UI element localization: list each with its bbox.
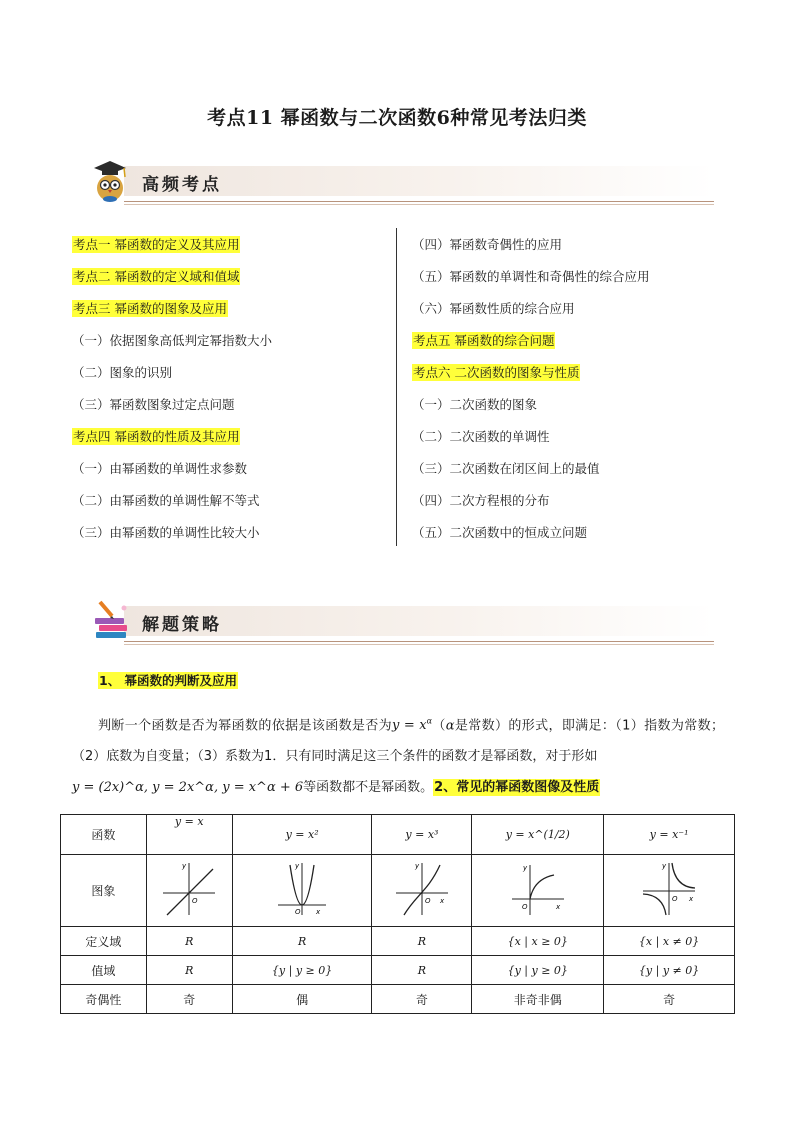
svg-text:y: y	[182, 862, 187, 870]
svg-text:x: x	[316, 908, 321, 916]
table-row	[61, 815, 735, 855]
toc-item	[412, 520, 650, 552]
toc-item-text: （二）由幂函数的单调性解不等式	[72, 493, 260, 508]
paragraph-power-function	[72, 706, 724, 803]
domain-cell: {x | x ≥ 0}	[472, 927, 604, 956]
parity-cell: 偶	[232, 985, 372, 1014]
svg-text:x: x	[689, 895, 694, 903]
svg-text:x: x	[439, 897, 445, 905]
alpha-symbol: α	[445, 718, 455, 734]
banner-label: 高频考点	[142, 175, 222, 195]
toc-item-text: （五）二次函数中的恒成立问题	[412, 525, 588, 540]
toc-item	[72, 456, 272, 488]
toc-item	[412, 360, 650, 392]
toc-item-text: 考点二 幂函数的定义域和值域	[73, 269, 240, 284]
toc-item	[72, 232, 272, 264]
toc-item	[72, 424, 272, 456]
toc-left-column	[72, 232, 272, 552]
section-banner-strategy	[90, 598, 714, 648]
graph-cubic	[392, 859, 452, 919]
table-row	[61, 855, 735, 927]
toc-item	[72, 328, 272, 360]
svg-text:O: O	[192, 897, 198, 905]
toc-item-text: （一）二次函数的图象	[412, 397, 538, 412]
toc-item-text: （四）二次方程根的分布	[412, 493, 550, 508]
svg-text:O: O	[672, 895, 678, 903]
power-function-table	[60, 814, 735, 1014]
toc-item-text: 考点五 幂函数的综合问题	[413, 333, 555, 348]
toc-item-text: （三）二次函数在闭区间上的最值	[412, 461, 600, 476]
graph-reciprocal	[639, 859, 699, 919]
parity-cell: 奇	[372, 985, 472, 1014]
range-cell: R	[372, 956, 472, 985]
graph-cell	[372, 855, 472, 927]
parity-cell: 奇	[604, 985, 735, 1014]
toc-item-text: （三）幂函数图象过定点问题	[72, 397, 235, 412]
parity-cell: 奇	[146, 985, 232, 1014]
toc-item-text: （一）由幂函数的单调性求参数	[72, 461, 248, 476]
svg-text:x: x	[555, 903, 560, 911]
function-cell: y = x²	[232, 815, 372, 855]
table-row	[61, 927, 735, 956]
function-cell: y = x⁻¹	[604, 815, 735, 855]
svg-text:y: y	[414, 862, 420, 870]
domain-cell: R	[372, 927, 472, 956]
para-text-1: 判断一个函数是否为幂函数的依据是该函数是否为	[98, 718, 393, 734]
function-cell: y = x^(1/2)	[472, 815, 604, 855]
svg-text:O: O	[295, 908, 301, 916]
column-divider	[396, 228, 397, 546]
graph-linear	[159, 859, 219, 919]
toc-item-text: （三）由幂函数的单调性比较大小	[72, 525, 260, 540]
toc-right-column	[412, 232, 650, 552]
banner-label: 解题策略	[142, 615, 222, 635]
domain-cell: R	[232, 927, 372, 956]
function-cell: y = x³	[372, 815, 472, 855]
para-text-4: 等函数都不是幂函数。	[303, 780, 434, 796]
row-label: 奇偶性	[61, 985, 147, 1014]
toc-item	[72, 296, 272, 328]
toc-item-text: （二）二次函数的单调性	[412, 429, 550, 444]
books-pencil-icon	[90, 598, 134, 642]
toc-item	[412, 296, 650, 328]
graph-cell	[232, 855, 372, 927]
toc-item	[412, 488, 650, 520]
svg-text:y: y	[662, 862, 667, 870]
domain-cell: R	[146, 927, 232, 956]
toc-item-text: （六）幂函数性质的综合应用	[412, 301, 575, 316]
section-heading	[98, 671, 238, 689]
table-row	[61, 985, 735, 1014]
toc-item	[72, 392, 272, 424]
toc-item	[72, 520, 272, 552]
toc-item	[412, 424, 650, 456]
para-text-3: 是常数）的形式，即满足：（1）指数为常数；（2）底数为自变量；（3）系数为1．只有同时满足这三个条件的函数才是幂函数，对于形如	[72, 718, 724, 765]
table-row	[61, 956, 735, 985]
function-cell: y = x	[146, 815, 232, 855]
subheading-common-graphs: 2、常见的幂函数图像及性质	[434, 780, 600, 796]
row-label: 函数	[61, 815, 147, 855]
range-cell: R	[146, 956, 232, 985]
parity-cell: 非奇非偶	[472, 985, 604, 1014]
toc-item	[412, 328, 650, 360]
toc-item	[72, 264, 272, 296]
graph-quadratic	[272, 859, 332, 919]
svg-text:O: O	[424, 897, 431, 905]
toc-item-text: 考点四 幂函数的性质及其应用	[73, 429, 240, 444]
toc-item	[72, 360, 272, 392]
graph-cell	[472, 855, 604, 927]
toc-item-text: 考点一 幂函数的定义及其应用	[73, 237, 240, 252]
svg-text:y: y	[295, 862, 300, 870]
domain-cell: {x | x ≠ 0}	[604, 927, 735, 956]
toc-item-text: （五）幂函数的单调性和奇偶性的综合应用	[412, 269, 650, 284]
owl-scholar-icon	[90, 158, 130, 204]
graph-sqrt	[508, 859, 568, 919]
formula-power: $y = x^\alpha$	[392, 717, 433, 734]
graph-cell	[604, 855, 735, 927]
toc-item-text: （二）图象的识别	[72, 365, 173, 380]
range-cell: {y | y ≥ 0}	[232, 956, 372, 985]
formula-examples: y = (2x)^α, y = 2x^α, y = x^α + 6	[72, 780, 304, 796]
row-label: 图象	[61, 855, 147, 927]
row-label: 值域	[61, 956, 147, 985]
svg-text:O: O	[521, 903, 528, 911]
toc-item-text: 考点三 幂函数的图象及应用	[73, 301, 227, 316]
toc-item	[72, 488, 272, 520]
toc-item-text: 考点六 二次函数的图象与性质	[413, 365, 580, 380]
range-cell: {y | y ≠ 0}	[604, 956, 735, 985]
range-cell: {y | y ≥ 0}	[472, 956, 604, 985]
row-label: 定义域	[61, 927, 147, 956]
toc-item	[412, 392, 650, 424]
toc-item	[412, 232, 650, 264]
graph-cell	[146, 855, 232, 927]
section-banner-high-frequency	[90, 158, 714, 208]
section-heading-text: 1、 幂函数的判断及应用	[99, 673, 238, 688]
toc-item-text: （四）幂函数奇偶性的应用	[412, 237, 563, 252]
page-title: 考点11 幂函数与二次函数6种常见考法归类	[207, 107, 587, 129]
toc-item-text: （一）依据图象高低判定幂指数大小	[72, 333, 273, 348]
toc-item	[412, 456, 650, 488]
svg-text:y: y	[522, 864, 527, 872]
para-text-2: （	[432, 718, 446, 734]
toc-item	[412, 264, 650, 296]
